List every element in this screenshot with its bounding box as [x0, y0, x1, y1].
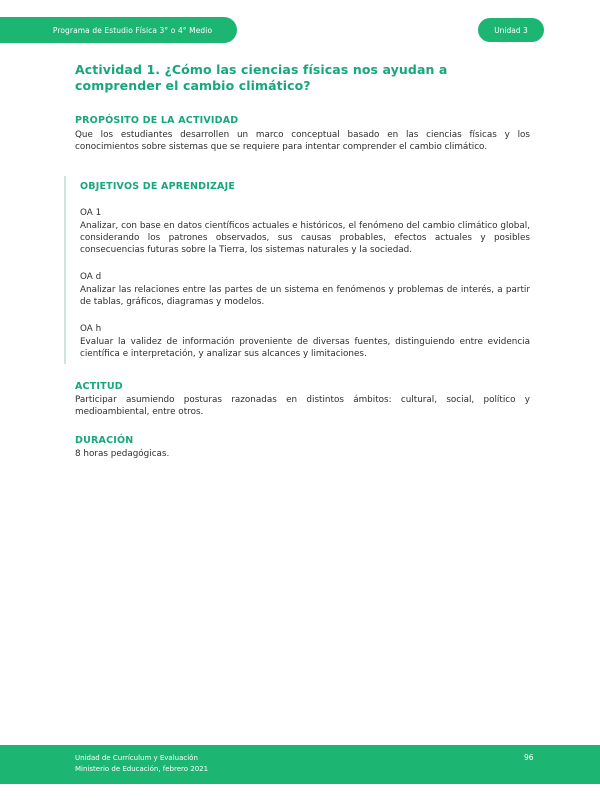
section-proposito	[75, 115, 530, 153]
oa-item-label: OA 1	[80, 208, 102, 218]
header-program-label: Programa de Estudio Física 3° o 4° Medio	[52, 25, 213, 35]
oa-item-label: OA d	[80, 272, 102, 282]
proposito-body: Que los estudiantes desarrollen un marco conceptual basado en las ciencias físicas y los conocimientos sobre sistemas que se requiere para intentar comprender el cambio climático.	[75, 130, 530, 152]
oa-item-text: Evaluar la validez de información proveniente de diversas fuentes, distinguiendo entre evidencia científica e interpretación, y analizar sus alcances y limitaciones.	[80, 337, 530, 359]
header-unit-badge	[478, 18, 544, 42]
section-objetivos	[64, 176, 530, 364]
footer-line2: Ministerio de Educación, febrero 2021	[75, 765, 209, 773]
proposito-heading: PROPÓSITO DE LA ACTIVIDAD	[75, 115, 239, 126]
page-number: 96	[524, 753, 534, 762]
oa-item	[80, 323, 530, 360]
section-actitud	[75, 381, 530, 418]
oa-item-text: Analizar, con base en datos científicos actuales e históricos, el fenómeno del cambio climático global, considerando los patrones observados, sus causas probables, efectos actuales y posibles consecuencias futuras sobre la Tierra, los sistemas naturales y la sociedad.	[80, 221, 530, 255]
main-content	[75, 62, 530, 460]
header-program-badge	[0, 17, 237, 43]
actitud-heading: ACTITUD	[75, 381, 123, 392]
section-duracion	[75, 435, 530, 460]
duracion-body: 8 horas pedagógicas.	[75, 449, 170, 459]
oa-item	[80, 271, 530, 308]
footer-credits	[75, 753, 208, 775]
footer-bar	[0, 745, 600, 784]
header-unit-label: Unidad 3	[494, 25, 528, 35]
activity-title: Actividad 1. ¿Cómo las ciencias físicas nos ayudan a comprender el cambio climático?	[75, 62, 448, 93]
oa-item-text: Analizar las relaciones entre las partes de un sistema en fenómenos y problemas de interés, a partir de tablas, gráficos, diagramas y modelos.	[80, 285, 530, 307]
footer-line1: Unidad de Currículum y Evaluación	[75, 754, 198, 762]
actitud-body: Participar asumiendo posturas razonadas en distintos ámbitos: cultural, social, político y medioambiental, entre otros.	[75, 395, 530, 417]
objetivos-heading: OBJETIVOS DE APRENDIZAJE	[80, 181, 236, 192]
duracion-heading: DURACIÓN	[75, 435, 134, 446]
oa-item	[80, 207, 530, 256]
oa-item-label: OA h	[80, 324, 102, 334]
